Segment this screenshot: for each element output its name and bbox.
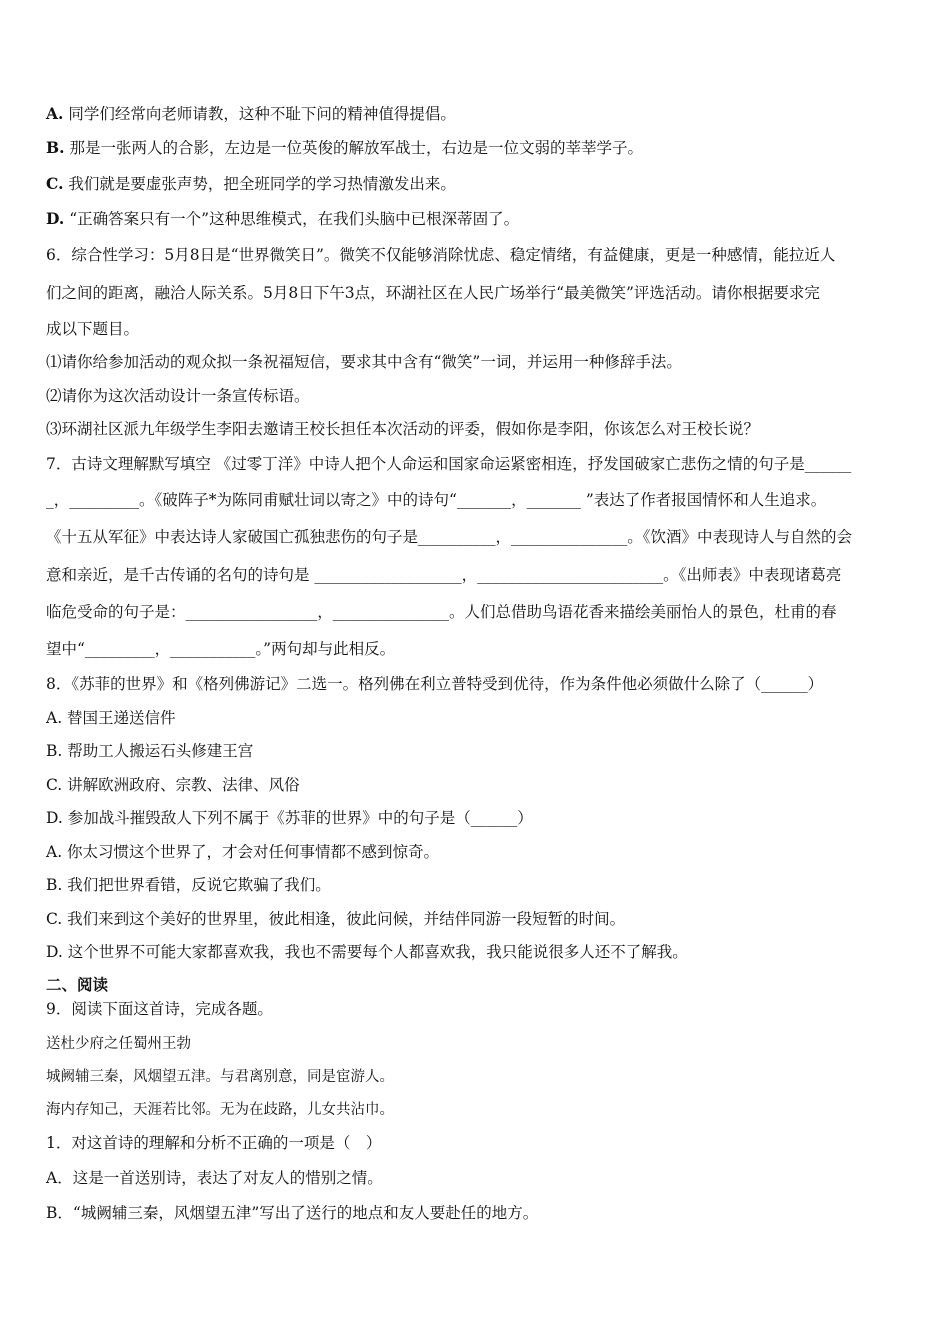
question-8b-option-b: B. 我们把世界看错，反说它欺骗了我们。 (46, 876, 331, 894)
option-text: 我们就是要虚张声势，把全班同学的学习热情激发出来。 (68, 175, 456, 193)
question-8-option-c: C. 讲解欧洲政府、宗教、法律、风俗 (46, 776, 300, 794)
option-label: D. (46, 209, 65, 228)
poem-title: 送杜少府之任蜀州王勃 (46, 1036, 191, 1052)
option-text: “正确答案只有一个”这种思维模式，在我们头脑中已根深蒂固了。 (69, 210, 520, 228)
question-7-line-5: 临危受命的句子是：_________________，_______________。人们总借助鸟语花香来描绘美丽怡人的景色，杜甫的春 (46, 603, 837, 621)
option-c (46, 174, 906, 194)
option-a (46, 104, 906, 124)
question-6-line-2: 们之间的距离，融洽人际关系。5月8日下午3点，环湖社区在人民广场举行“最美微笑”评选活动。请你根据要求完 (46, 284, 820, 302)
question-6-sub-3: ⑶环湖社区派九年级学生李阳去邀请王校长担任本次活动的评委，假如你是李阳，你该怎么对王校长说？ (46, 420, 760, 438)
option-label: A. (46, 104, 64, 123)
option-text: 那是一张两人的合影，左边是一位英俊的解放军战士，右边是一位文弱的莘莘学子。 (69, 139, 643, 157)
question-6-sub-1: ⑴请你给参加活动的观众拟一条祝福短信，要求其中含有“微笑”一词，并运用一种修辞手法。 (46, 353, 682, 371)
question-7-line-1: 7．古诗文理解默写填空 《过零丁洋》中诗人把个人命运和国家命运紧密相连，抒发国破家亡悲伤之情的句子是______ (46, 455, 852, 473)
question-7-line-6: 望中“_________，___________。”两句却与此相反。 (46, 640, 396, 658)
poem-line-2: 海内存知己，天涯若比邻。无为在歧路，儿女共沾巾。 (46, 1102, 394, 1118)
question-6-line-3: 成以下题目。 (46, 320, 140, 338)
question-7-line-2: _，_________。《破阵子*为陈同甫赋壮词以寄之》中的诗句“_______，_______ ”表达了作者报国情怀和人生追求。 (46, 491, 827, 509)
poem-line-1: 城阙辅三秦，风烟望五津。与君离别意，同是宦游人。 (46, 1069, 394, 1085)
question-8-option-d: D. 参加战斗摧毁敌人下列不属于《苏菲的世界》中的句子是（______） (46, 809, 533, 827)
question-7-line-3: 《十五从军征》中表达诗人家破国亡孤独悲伤的句子是__________，_______________。《饮酒》中表现诗人与自然的会 (46, 528, 853, 546)
question-7-line-4: 意和亲近，是千古传诵的名句的诗句是 ___________________，________________________。《出师表》中表现诸葛亮 (46, 566, 842, 584)
question-8b-option-c: C. 我们来到这个美好的世界里，彼此相逢，彼此问候，并结伴同游一段短暂的时间。 (46, 910, 626, 928)
question-9-stem: 9．阅读下面这首诗，完成各题。 (46, 1000, 273, 1018)
sub-question-1-option-b: B．“城阙辅三秦，风烟望五津”写出了送行的地点和友人要赴任的地方。 (46, 1204, 539, 1222)
question-8-option-b: B. 帮助工人搬运石头修建王宫 (46, 742, 254, 760)
question-6-line-1: 6．综合性学习：5月8日是“世界微笑日”。微笑不仅能够消除忧虑、稳定情绪，有益健康，更是一种感情，能拉近人 (46, 246, 836, 264)
option-d (46, 209, 906, 229)
question-8b-option-d: D. 这个世界不可能大家都喜欢我，我也不需要每个人都喜欢我，我只能说很多人还不了解我。 (46, 943, 688, 961)
option-text: 同学们经常向老师请教，这种不耻下问的精神值得提倡。 (68, 105, 456, 123)
question-8-stem: 8．《苏菲的世界》和《格列佛游记》二选一。格列佛在利立普特受到优待，作为条件他必须做什么除了（______） (46, 675, 824, 693)
sub-question-1: 1．对这首诗的理解和分析不正确的一项是（ ） (46, 1134, 382, 1152)
question-6-sub-2: ⑵请你为这次活动设计一条宣传标语。 (46, 387, 310, 405)
sub-question-1-option-a: A．这是一首送别诗，表达了对友人的惜别之情。 (46, 1169, 383, 1187)
section-heading-reading: 二、阅读 (46, 975, 109, 994)
option-b (46, 138, 906, 158)
question-8b-option-a: A. 你太习惯这个世界了，才会对任何事情都不感到惊奇。 (46, 843, 440, 861)
question-8-option-a: A. 替国王递送信件 (46, 709, 176, 727)
option-label: C. (46, 174, 64, 193)
option-label: B. (46, 138, 65, 157)
